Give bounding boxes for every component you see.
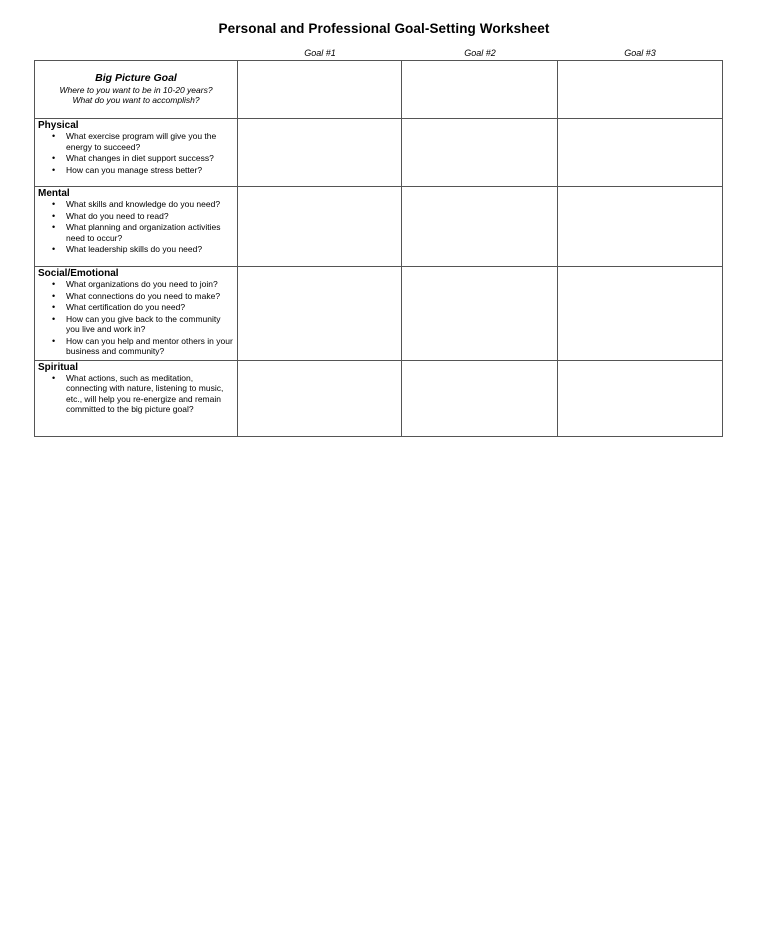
- mental-label-cell: [35, 187, 238, 267]
- physical-goal-3-cell[interactable]: [558, 119, 723, 187]
- list-item: • How can you manage stress better?: [66, 165, 234, 176]
- mental-goal-2-cell[interactable]: [402, 187, 558, 267]
- list-item: • What changes in diet support success?: [66, 153, 234, 164]
- mental-title: Mental: [38, 188, 70, 199]
- physical-goal-2-cell[interactable]: [402, 119, 558, 187]
- big-picture-line-2: What do you want to accomplish?: [72, 95, 200, 105]
- mental-row: [35, 187, 723, 267]
- big-picture-label-cell: [35, 61, 238, 119]
- social-emotional-label-cell: [35, 267, 238, 361]
- list-item: • How can you give back to the community you live and work in?: [66, 314, 234, 335]
- big-picture-goal-1-cell[interactable]: [238, 61, 402, 119]
- spiritual-goal-1-cell[interactable]: [238, 360, 402, 436]
- list-item: • How can you help and mentor others in your business and community?: [66, 336, 234, 357]
- big-picture-row: [35, 61, 723, 119]
- goal-worksheet-table: [34, 60, 723, 437]
- physical-goal-1-cell[interactable]: [238, 119, 402, 187]
- big-picture-line-1: Where to you want to be in 10-20 years?: [59, 84, 213, 95]
- mental-goal-3-cell[interactable]: [558, 187, 723, 267]
- spiritual-goal-2-cell[interactable]: [402, 360, 558, 436]
- spiritual-title: Spiritual: [38, 361, 79, 373]
- social-emotional-title: Social/Emotional: [38, 268, 119, 279]
- mental-questions: [38, 199, 234, 255]
- big-picture-title: Big Picture Goal: [95, 72, 177, 84]
- goal-3-header: Goal #3: [624, 48, 656, 58]
- physical-row: [35, 119, 723, 187]
- list-item: • What actions, such as meditation, connecting with nature, listening to music, etc., will help you re-energize and remain committed to the big picture goal?: [66, 373, 234, 415]
- social-emotional-row: [35, 267, 723, 361]
- goal-2-header: Goal #2: [464, 48, 496, 58]
- big-picture-goal-2-cell[interactable]: [402, 61, 558, 119]
- list-item: • What connections do you need to make?: [66, 291, 234, 302]
- spiritual-goal-3-cell[interactable]: [558, 360, 723, 436]
- list-item: • What do you need to read?: [66, 211, 234, 222]
- social-emotional-questions: [38, 279, 234, 357]
- big-picture-goal-3-cell[interactable]: [558, 61, 723, 119]
- spiritual-questions: [38, 373, 234, 415]
- social-emotional-goal-3-cell[interactable]: [558, 267, 723, 361]
- physical-label-cell: [35, 119, 238, 187]
- list-item: • What leadership skills do you need?: [66, 244, 234, 255]
- social-emotional-goal-1-cell[interactable]: [238, 267, 402, 361]
- physical-questions: [38, 131, 234, 175]
- list-item: • What organizations do you need to join?: [66, 279, 234, 290]
- list-item: • What planning and organization activities need to occur?: [66, 222, 234, 243]
- spiritual-label-cell: [35, 360, 238, 436]
- physical-title: Physical: [38, 120, 79, 131]
- list-item: • What skills and knowledge do you need?: [66, 199, 234, 210]
- goal-1-header: Goal #1: [304, 48, 336, 58]
- list-item: • What exercise program will give you the energy to succeed?: [66, 131, 234, 152]
- spiritual-row: [35, 360, 723, 436]
- social-emotional-goal-2-cell[interactable]: [402, 267, 558, 361]
- mental-goal-1-cell[interactable]: [238, 187, 402, 267]
- list-item: • What certification do you need?: [66, 302, 234, 313]
- page-title: Personal and Professional Goal-Setting Worksheet: [218, 21, 550, 36]
